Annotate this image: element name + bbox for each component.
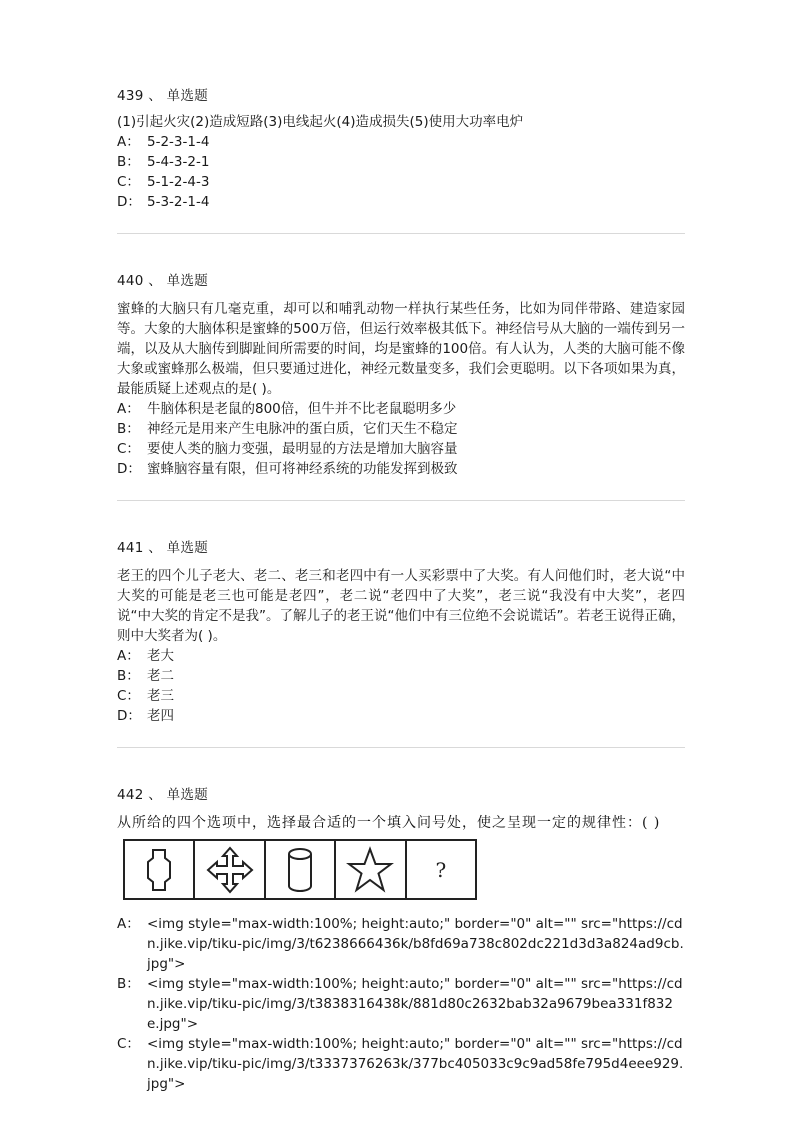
question-header: 440 、 单选题 [117, 273, 209, 289]
option-c[interactable] [117, 172, 685, 192]
question-stem: 老王的四个儿子老大、老二、老三和老四中有一人买彩票中了大奖。有人问他们时，老大说“中大奖的可能是老三也可能是老四”，老二说“老四中了大奖”，老三说“我没有中大奖”，老四说“中大奖的肯定不是我”。了解儿子的老王说“他们中有三位绝不会说谎话”。若老王说得正确，则中大奖者为( )。 [117, 568, 685, 644]
option-b[interactable] [117, 974, 685, 1034]
option-c[interactable] [117, 439, 685, 459]
figure-cell [336, 841, 406, 898]
option-key: B： [117, 976, 140, 992]
option-key: A： [117, 401, 140, 417]
option-c[interactable] [117, 686, 685, 706]
figure-cell [266, 841, 336, 898]
option-key: D： [117, 708, 141, 724]
four-arrows-icon [204, 845, 256, 895]
option-key: C： [117, 441, 140, 457]
option-key: B： [117, 421, 140, 437]
option-key: D： [117, 194, 141, 210]
option-key: C： [117, 174, 140, 190]
question-441 [117, 538, 685, 726]
option-d[interactable] [117, 459, 685, 479]
option-key: C： [117, 688, 140, 704]
option-d[interactable] [117, 706, 685, 726]
question-439 [117, 86, 685, 212]
option-text: 老三 [147, 688, 174, 704]
question-header: 439 、 单选题 [117, 88, 209, 104]
option-text: 5-2-3-1-4 [147, 134, 210, 150]
star-icon [344, 845, 396, 895]
pillar-shape-icon [139, 846, 179, 894]
figure-cell [407, 841, 475, 898]
option-text: 老大 [147, 648, 174, 664]
option-key: A： [117, 134, 140, 150]
scanned-question-text: 从所给的四个选项中，选择最合适的一个填入问号处，使之呈现一定的规律性：( ) [117, 815, 661, 831]
question-mark: ? [435, 857, 447, 882]
option-text: 蜜蜂脑容量有限，但可将神经系统的功能发挥到极致 [147, 461, 458, 477]
option-text: <img style="max-width:100%; height:auto;" border="0" alt="" src="https://cdn.jike.vip/tiku-pic/img/3/t3838316438k/881d80c2632bab32a9679bea331f832e.jpg"> [147, 976, 683, 1032]
question-442 [117, 785, 685, 1094]
question-header: 441 、 单选题 [117, 540, 209, 556]
option-text: <img style="max-width:100%; height:auto;" border="0" alt="" src="https://cdn.jike.vip/tiku-pic/img/3/t6238666436k/b8fd69a738c802dc221d3d3a824ad9cb.jpg"> [147, 916, 684, 972]
option-a[interactable] [117, 132, 685, 152]
option-text: 老四 [147, 708, 174, 724]
option-a[interactable] [117, 646, 685, 666]
option-b[interactable] [117, 419, 685, 439]
question-header: 442 、 单选题 [117, 787, 209, 803]
option-key: B： [117, 668, 140, 684]
option-text: 神经元是用来产生电脉冲的蛋白质，它们天生不稳定 [147, 421, 458, 437]
question-440 [117, 271, 685, 479]
cylinder-icon [280, 845, 320, 895]
option-key: B： [117, 154, 140, 170]
option-text: 老二 [147, 668, 174, 684]
question-page [117, 86, 685, 1094]
option-key: A： [117, 916, 140, 932]
option-text: 5-3-2-1-4 [147, 194, 210, 210]
option-c[interactable] [117, 1034, 685, 1094]
option-text: 5-4-3-2-1 [147, 154, 210, 170]
option-b[interactable] [117, 152, 685, 172]
figure-cell [125, 841, 195, 898]
pattern-figure [123, 839, 477, 900]
option-d[interactable] [117, 192, 685, 212]
option-text: <img style="max-width:100%; height:auto;" border="0" alt="" src="https://cdn.jike.vip/tiku-pic/img/3/t3337376263k/377bc405033c9c9ad58fe795d4eee929.jpg"> [147, 1036, 684, 1092]
option-key: D： [117, 461, 141, 477]
question-stem: 蜜蜂的大脑只有几毫克重，却可以和哺乳动物一样执行某些任务，比如为同伴带路、建造家园等。大象的大脑体积是蜜蜂的500万倍，但运行效率极其低下。神经信号从大脑的一端传到另一端，以及从大脑传到脚趾间所需要的时间，均是蜜蜂的100倍。有人认为，人类的大脑可能不像大象或蜜蜂那么极端，但只要通过进化，神经元数量变多，我们会更聪明。以下各项如果为真，最能质疑上述观点的是( )。 [117, 301, 685, 397]
figure-cell [195, 841, 265, 898]
option-key: C： [117, 1036, 140, 1052]
option-b[interactable] [117, 666, 685, 686]
option-key: A： [117, 648, 140, 664]
option-a[interactable] [117, 399, 685, 419]
question-stem: (1)引起火灾(2)造成短路(3)电线起火(4)造成损失(5)使用大功率电炉 [117, 114, 524, 130]
option-a[interactable] [117, 914, 685, 974]
option-text: 牛脑体积是老鼠的800倍，但牛并不比老鼠聪明多少 [147, 401, 457, 417]
option-text: 5-1-2-4-3 [147, 174, 210, 190]
option-text: 要使人类的脑力变强，最明显的方法是增加大脑容量 [147, 441, 458, 457]
